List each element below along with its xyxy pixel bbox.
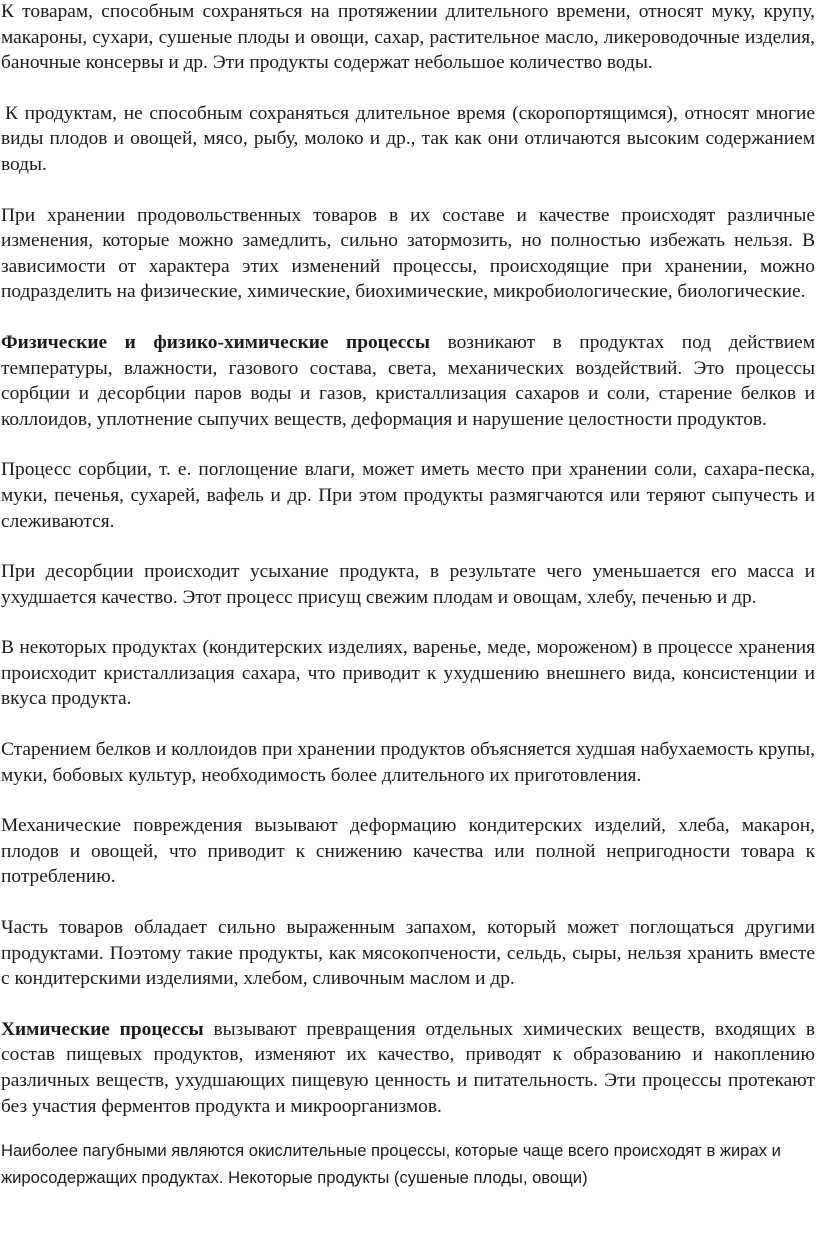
paragraph-text: Часть товаров обладает сильно выраженным запахом, который может поглощаться другими продуктами. Поэтому такие продукты, как мясокопчености, сельдь, сыры, нельзя хранить вместе с кондитерскими изделиями, хлебом, сливочным маслом и др. [1,917,815,990]
paragraph-text: При хранении продовольственных товаров в их составе и качестве происходят различные изменения, которые можно замедлить, сильно затормозить, но полностью избежать нельзя. В зависимости от характера этих изменений процессы, происходящие при хранении, можно подразделить на физические, химические, биохимические, микробиологические, биологические. [1,204,815,303]
paragraph-protein-aging [0,737,815,788]
paragraph-chemical-processes [0,1017,815,1119]
paragraph-text: При десорбции происходит усыхание продукта, в результате чего уменьшается его масса и ухудшается качество. Этот процесс присущ свежим плодам и овощам, хлебу, печенью и др. [1,561,815,608]
paragraph-perishable-goods [0,101,815,178]
paragraph-text: К товарам, способным сохраняться на протяжении длительного времени, относят муку, крупу, макароны, сухари, сушеные плоды и овощи, сахар, растительное масло, ликероводочные изделия, баночные консервы и др. Эти продукты содержат небольшое количество воды. [1,1,815,74]
paragraph-odor-absorption [0,915,815,992]
paragraph-lead-bold: Физические и физико-химические процессы [1,331,431,353]
paragraph-text: Старением белков и коллоидов при хранении продуктов объясняется худшая набухаемость крупы, муки, бобовых культур, необходимость более длительного их приготовления. [1,739,815,786]
paragraph-text: В некоторых продуктах (кондитерских изделиях, варенье, меде, мороженом) в процессе хранения происходит кристаллизация сахара, что приводит к ухудшению внешнего вида, консистенции и вкуса продукта. [1,637,815,710]
paragraph-mechanical-damage [0,813,815,890]
paragraph-text: возникают в продуктах под действием температуры, влажности, газового состава, света, механических воздействий. Это процессы сорбции и десорбции паров воды и газов, кристаллизация сахаров и соли, старение белков и коллоидов, уплотнение сыпучих веществ, деформация и нарушение целостности продуктов. [1,331,815,430]
paragraph-text: вызывают превращения отдельных химических веществ, входящих в состав пищевых продуктов, изменяют их качество, приводят к образованию и накоплению различных веществ, ухудшающих пищевую ценность и питательность. Эти процессы протекают без участия ферментов продукта и микроорганизмов. [1,1018,815,1117]
paragraph-text: Процесс сорбции, т. е. поглощение влаги, может иметь место при хранении соли, сахара-песка, муки, печенья, сухарей, вафель и др. При этом продукты размягчаются или теряют сыпучесть и слеживаются. [1,459,815,532]
paragraph-text: К продуктам, не способным сохраняться длительное время (скоропортящимся), относят многие виды плодов и овощей, мясо, рыбу, молоко и др., так как они отличаются высоким содержанием воды. [1,102,815,175]
paragraph-sorption [0,457,815,534]
paragraph-physical-processes [0,330,815,432]
paragraph-oxidation [0,1137,815,1191]
paragraph-lead-bold: Химические процессы [1,1018,204,1040]
paragraph-storage-changes [0,203,815,305]
paragraph-desorption [0,559,815,610]
paragraph-long-storage-goods [0,0,815,76]
paragraph-text: Наиболее пагубными являются окислительные процессы, которые чаще всего происходят в жирах и жиросодержащих продуктах. Некоторые продукты (сушеные плоды, овощи) [1,1141,781,1188]
paragraph-crystallization [0,635,815,712]
paragraph-text: Механические повреждения вызывают деформацию кондитерских изделий, хлеба, макарон, плодов и овощей, что приводит к снижению качества или полной непригодности товара к потреблению. [1,815,815,888]
